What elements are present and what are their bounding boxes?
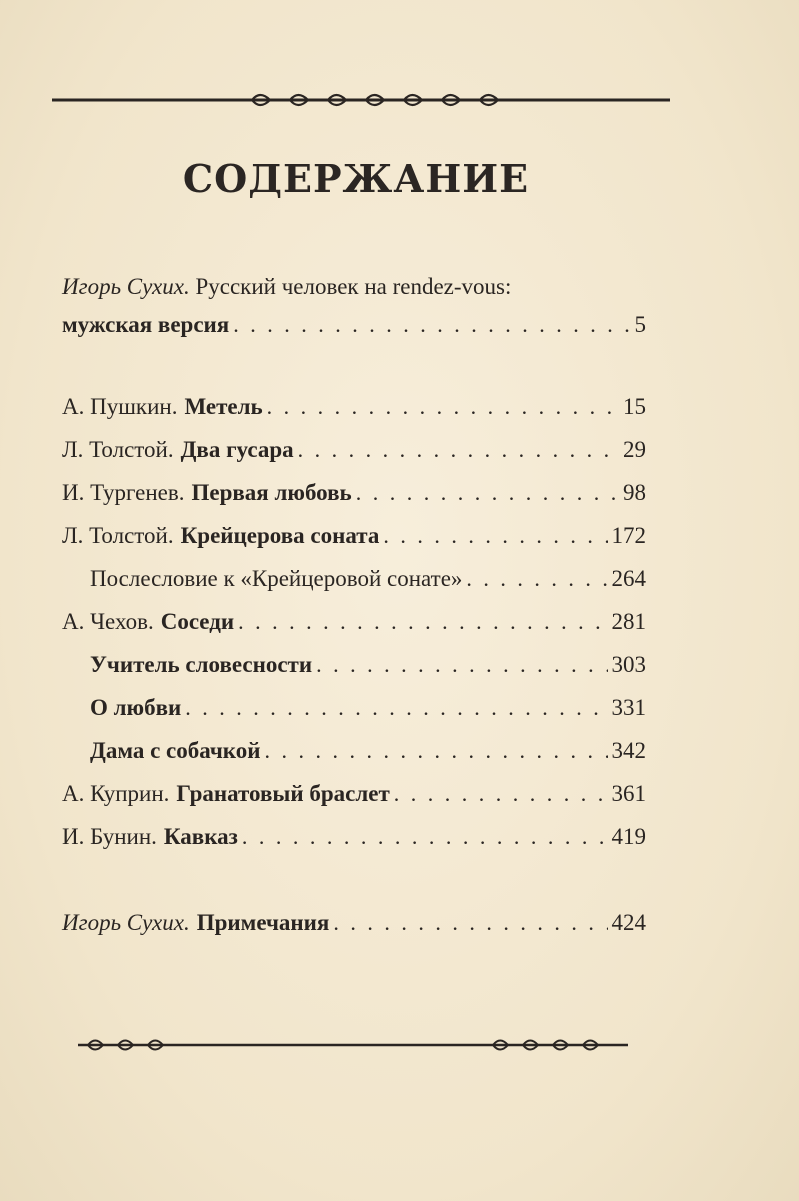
- page-number: 281: [611, 609, 646, 634]
- leader-dots: [265, 734, 608, 768]
- entry-author: Игорь Сухих.: [62, 910, 190, 935]
- entry-title: Соседи: [160, 609, 235, 634]
- entry-author: Л. Толстой.: [62, 523, 174, 548]
- entry-author: А. Чехов.: [62, 609, 154, 634]
- page-number: 172: [611, 523, 646, 548]
- page-number: 98: [623, 480, 646, 505]
- page-number: 303: [611, 652, 646, 677]
- leader-dots: [242, 820, 608, 854]
- entry-author: И. Бунин.: [62, 824, 157, 849]
- preface-title-line-1: Русский человек на rendez-vous:: [195, 274, 512, 299]
- page-number: 424: [611, 910, 646, 935]
- toc-entry: [62, 605, 646, 639]
- preface-title-line-2: мужская версия: [62, 312, 230, 337]
- leader-dots: [298, 433, 619, 467]
- page-number: 264: [611, 566, 646, 591]
- entry-author: А. Пушкин.: [62, 394, 178, 419]
- entry-author: Л. Толстой.: [62, 437, 174, 462]
- toc-entry: [62, 476, 646, 510]
- entry-title: Крейцерова соната: [180, 523, 380, 548]
- toc-entry: [90, 734, 646, 768]
- bottom-ornament-divider: [78, 1032, 628, 1062]
- entry-title: Метель: [184, 394, 263, 419]
- toc-entry: [62, 820, 646, 854]
- leader-dots: [238, 605, 607, 639]
- page-number: 331: [611, 695, 646, 720]
- leader-dots: [185, 691, 607, 725]
- entry-title: Учитель словесности: [90, 652, 313, 677]
- entry-author: А. Куприн.: [62, 781, 170, 806]
- leader-dots: [356, 476, 619, 510]
- leader-dots: [267, 390, 619, 424]
- leader-dots: [394, 777, 608, 811]
- page-title: СОДЕРЖАНИЕ: [182, 156, 530, 201]
- entry-author: И. Тургенев.: [62, 480, 185, 505]
- page-number: 5: [634, 312, 646, 337]
- leader-dots: [233, 308, 630, 342]
- top-ornament-divider: [52, 86, 670, 116]
- toc-entry-preface: [62, 308, 646, 342]
- toc-entry-notes: [62, 906, 646, 940]
- page-number: 361: [611, 781, 646, 806]
- page-number: 342: [611, 738, 646, 763]
- page-number: 29: [623, 437, 646, 462]
- toc-entry: [62, 433, 646, 467]
- toc-entry: [90, 562, 646, 596]
- entry-title: Первая любовь: [191, 480, 352, 505]
- leader-dots: [316, 648, 607, 682]
- entry-title: Дама с собачкой: [90, 738, 261, 763]
- entry-title: Примечания: [196, 910, 330, 935]
- toc-entry: [90, 648, 646, 682]
- preface-line-1: [62, 270, 646, 304]
- toc-entry: [62, 519, 646, 553]
- leader-dots: [333, 906, 607, 940]
- toc-entry: [62, 777, 646, 811]
- leader-dots: [466, 562, 607, 596]
- toc-entry: [62, 390, 646, 424]
- leader-dots: [383, 519, 607, 553]
- toc-entry: [90, 691, 646, 725]
- entry-title: О любви: [90, 695, 182, 720]
- page-number: 419: [611, 824, 646, 849]
- entry-title: Гранатовый браслет: [176, 781, 390, 806]
- preface-author: Игорь Сухих.: [62, 274, 190, 299]
- page-number: 15: [623, 394, 646, 419]
- entry-title: Послесловие к «Крейцеровой сонате»: [90, 566, 463, 591]
- entry-title: Два гусара: [180, 437, 294, 462]
- entry-title: Кавказ: [163, 824, 238, 849]
